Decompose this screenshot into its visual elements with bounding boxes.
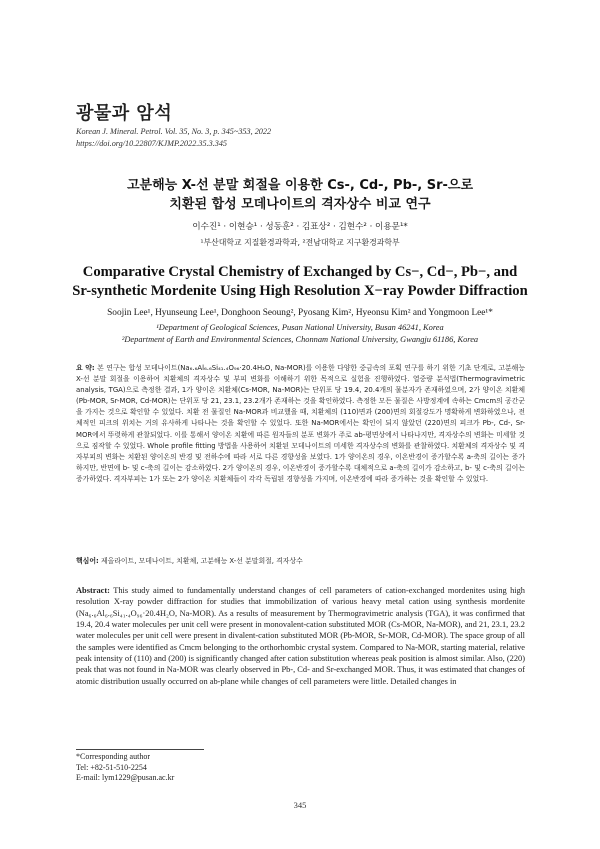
- english-affiliations: [40, 322, 560, 345]
- korean-abstract: [76, 363, 525, 485]
- korean-title: [40, 176, 560, 214]
- english-title: [40, 263, 560, 300]
- footnote-divider: [76, 749, 204, 750]
- footnote: [76, 752, 174, 784]
- korean-affiliations: ¹부산대학교 지질환경과학과, ²전남대학교 지구환경과학부: [200, 238, 400, 247]
- korean-title-line-1: 고분해능 X-선 분말 회절을 이용한 Cs-, Cd-, Pb-, Sr-으로: [126, 178, 474, 193]
- email-link[interactable]: E-mail: lym1229@pusan.ac.kr: [76, 773, 175, 783]
- doi-link[interactable]: https://doi.org/10.22807/KJMP.2022.35.3.345: [76, 138, 228, 148]
- english-title-line-2: Sr-synthetic Mordenite Using High Resolution X−ray Powder Diffraction: [72, 282, 528, 299]
- korean-authors: 이수진¹ · 이현승¹ · 성동훈² · 김표상² · 김현수² · 이용문¹*: [192, 222, 408, 232]
- english-authors: Soojin Lee¹, Hyunseung Lee¹, Donghoon Seoung², Pyosang Kim², Hyeonsu Kim² and Yongmoon Lee¹*: [107, 308, 493, 318]
- korean-abstract-label: 요 약:: [76, 364, 95, 372]
- korean-keywords-text: 제올라이트, 모데나이트, 치환체, 고분해능 X-선 분말회절, 격자상수: [100, 557, 303, 565]
- korean-keywords: [76, 556, 525, 567]
- affiliation-2: ²Department of Earth and Environmental Sciences, Chonnam National University, Gwangju 61186, Korea: [121, 334, 479, 344]
- page-number: 345: [293, 800, 307, 810]
- english-abstract-label: Abstract:: [76, 586, 110, 595]
- citation-block: [76, 126, 271, 149]
- english-abstract: [76, 585, 525, 687]
- korean-abstract-text: 본 연구는 합성 모데나이트(Na₆.₆Al₆.₆Si₄₁.₄O₉₆·20.4H₂O, Na-MOR)를 이용한 다양한 중금속의 포획 연구를 하기 위한 기초 단계로, 고분해능 X-선 분말 회절을 이용하여 치환체의 격자상수 및 부피 변화를 이해하기 위한 목적으로 실험을 진행하였다. 열중량 분석법(Thermogravimetric analysis, TGA)으로 측정한 결과, 1가 양이온 치환체(Cs-MOR, Na-MOR)는 단위포 당 19.4, 20.4개의 물분자가 존재하였으며, 2가 양이온 치환체(Pb-MOR, Sr-MOR, Cd-MOR)는 단위포 당 21, 23.1, 23.2개가 존재하는 것을 확인하였다. 측정한 모든 물질은 사방정계에 속하는 Cmcm의 공간군을 가지는 것으로 확인할 수 있었다. 치환 전 물질인 Na-MOR과 비교했을 때, 치환체의 (110)면과 (200)면의 회절강도가 명확하게 변화하였으나, 전체적인 피크의 위치는 거의 유사하게 나타나는 것을 확인할 수 있었다. 또한 Na-MOR에서는 확인이 되지 않았던 (220)면의 피크가 Pb-, Cd-, Sr-MOR에서 뚜렷하게 관찰되었다. 이를 통해서 양이온 치환에 따른 원자들의 분포 변화가 주로 ab-평면상에서 나타나지만, 격자상수의 변화는 미세할 것으로 짐작할 수 있었다. Whole profile fitting 방법을 사용하여 치환된 모데나이트의 미세한 격자상수의 변화를 관찰하였다. 치환체의 격자상수 및 격자부피의 변화는 치환된 양이온의 반경 및 전하수에 따라 서로 다른 경향성을 보였다. 1가 양이온의 경우, 이온반경이 증가할수록 a-축의 길이는 증가하지만, 반면에 b- 및 c-축의 길이는 감소하였다. 2가 양이온의 경우, 이온반경이 증가할수록 대체적으로 a-축의 길이가 감소하고, b- 및 c-축의 길이는 증가하였다. 격자부피는 1가 또는 2가 양이온 치환체들이 각각 독립된 경향성을 가지며, 이온반경에 따라 증가하는 것을 확인할 수 있었다.: [76, 364, 525, 483]
- telephone: Tel: +82-51-510-2254: [76, 762, 147, 772]
- korean-keywords-label: 핵심어:: [76, 557, 99, 565]
- citation-line: Korean J. Mineral. Petrol. Vol. 35, No. 3, p. 345~353, 2022: [76, 127, 272, 136]
- corresponding-author-note: *Corresponding author: [76, 752, 150, 761]
- korean-title-line-2: 치환된 합성 모데나이트의 격자상수 비교 연구: [169, 197, 431, 212]
- affiliation-1: ¹Department of Geological Sciences, Pusan National University, Busan 46241, Korea: [156, 323, 444, 332]
- english-abstract-text: This study aimed to fundamentally understand changes of cell parameters of cation-exchanged mordenites using high resolution X-ray powder diffraction for studies that immobilization of various heavy metal cation using synthesis mordenite (Na₆.₆Al₆.₆Si₄₁.₄O₉₆·20.4H₂O, Na-MOR). As a results of measurement by Thermogravimetric analysis (TGA), it was confirmed that 19.4, 20.4 water molecules per unit cell were present in monovalent-cation substituted MOR (Cs-MOR, Na-MOR), and 21, 23.1, 23.2 water molecules per unit cell were present in divalent-cation substituted MOR (Pb-MOR, Sr-MOR, Cd-MOR). The space group of all the samples were identified as Cmcm belonging to the orthorhombic crystal system. Compared to Na-MOR, starting material, relative peak intensity of (110) and (200) is significantly changed after cation substitution whereas peak position is almost similar. Also, (220) peak that was not found in Na-MOR was clearly observed in Pb-, Cd- and Sr-exchanged MOR. Thus, it was estimated that changes of atomic distribution usually occurred on ab-plane while changes of cell parameters were little. Detailed changes in: [76, 586, 525, 686]
- english-title-line-1: Comparative Crystal Chemistry of Exchanged by Cs−, Cd−, Pb−, and: [82, 264, 518, 280]
- journal-name: 광물과 암석: [76, 103, 173, 124]
